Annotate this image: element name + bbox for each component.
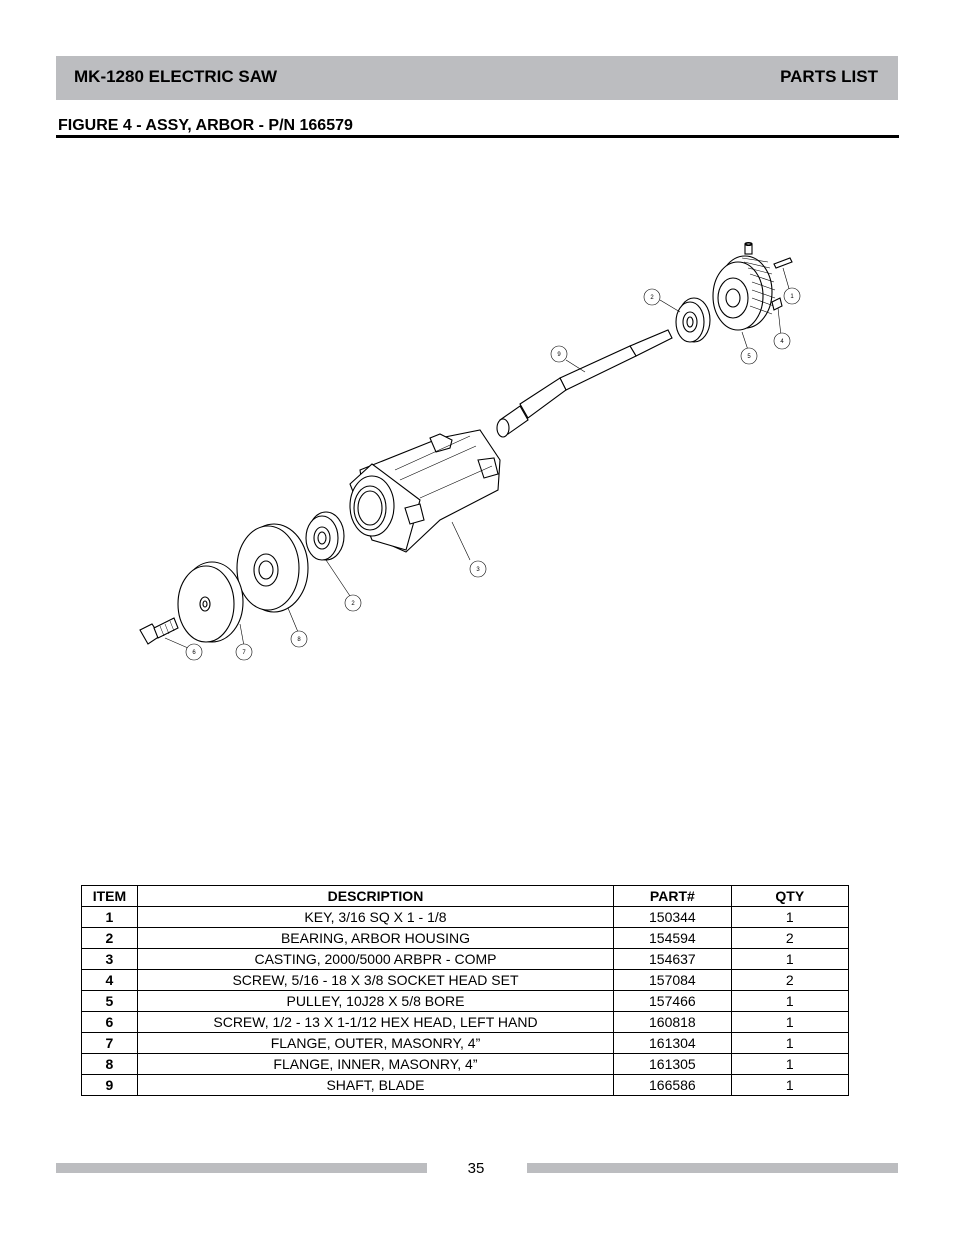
table-row [82, 1012, 849, 1033]
column-header-part: PART# [614, 886, 732, 907]
callout-label: 9 [557, 352, 561, 358]
pulley-part [713, 256, 775, 330]
table-row [82, 907, 849, 928]
key-part [774, 258, 792, 292]
table-row [82, 1033, 849, 1054]
qty-cell: 1 [731, 907, 848, 928]
figure-title: FIGURE 4 - ASSY, ARBOR - P/N 166579 [58, 117, 353, 134]
table-row [82, 1054, 849, 1075]
description-cell: FLANGE, INNER, MASONRY, 4” [137, 1054, 613, 1075]
qty-cell: 1 [731, 1033, 848, 1054]
item-cell: 5 [82, 991, 138, 1012]
callout-label: 2 [650, 295, 654, 301]
table-header-row [82, 886, 849, 907]
table-row [82, 1075, 849, 1096]
part-cell: 157084 [614, 970, 732, 991]
item-cell: 7 [82, 1033, 138, 1054]
table-row [82, 970, 849, 991]
description-cell: BEARING, ARBOR HOUSING [137, 928, 613, 949]
qty-cell: 1 [731, 1012, 848, 1033]
bottom-bearing-part [306, 512, 350, 596]
description-cell: CASTING, 2000/5000 ARBPR - COMP [137, 949, 613, 970]
shaft-part [497, 330, 672, 437]
qty-cell: 1 [731, 991, 848, 1012]
qty-cell: 2 [731, 928, 848, 949]
part-cell: 166586 [614, 1075, 732, 1096]
item-cell: 2 [82, 928, 138, 949]
callout-label: 1 [790, 294, 794, 300]
description-cell: SCREW, 1/2 - 13 X 1-1/12 HEX HEAD, LEFT HAND [137, 1012, 613, 1033]
hex-screw-part [140, 618, 188, 648]
arbor-housing-part [350, 430, 500, 560]
callout-label: 6 [192, 650, 196, 656]
description-cell: FLANGE, OUTER, MASONRY, 4” [137, 1033, 613, 1054]
part-cell: 154594 [614, 928, 732, 949]
item-cell: 3 [82, 949, 138, 970]
part-cell: 157466 [614, 991, 732, 1012]
description-cell: SCREW, 5/16 - 18 X 3/8 SOCKET HEAD SET [137, 970, 613, 991]
part-cell: 160818 [614, 1012, 732, 1033]
callout-label: 3 [476, 567, 480, 573]
callout-label: 5 [747, 354, 751, 360]
item-cell: 1 [82, 907, 138, 928]
item-cell: 6 [82, 1012, 138, 1033]
footer-bar-right [527, 1163, 898, 1173]
table-row [82, 949, 849, 970]
outer-flange-part [178, 562, 244, 646]
part-cell: 150344 [614, 907, 732, 928]
description-cell: PULLEY, 10J28 X 5/8 BORE [137, 991, 613, 1012]
callout-label: 7 [242, 650, 246, 656]
callout-label: 4 [780, 339, 784, 345]
description-cell: SHAFT, BLADE [137, 1075, 613, 1096]
qty-cell: 1 [731, 949, 848, 970]
footer-bar-left [56, 1163, 427, 1173]
page-number: 35 [467, 1160, 485, 1177]
column-header-description: DESCRIPTION [137, 886, 613, 907]
table-row [82, 928, 849, 949]
part-cell: 161304 [614, 1033, 732, 1054]
description-cell: KEY, 3/16 SQ X 1 - 1/8 [137, 907, 613, 928]
column-header-qty: QTY [731, 886, 848, 907]
qty-cell: 2 [731, 970, 848, 991]
table-row [82, 991, 849, 1012]
document-title: MK-1280 ELECTRIC SAW [74, 67, 278, 86]
item-cell: 8 [82, 1054, 138, 1075]
section-title: PARTS LIST [780, 67, 878, 86]
part-cell: 154637 [614, 949, 732, 970]
parts-table [81, 885, 849, 1096]
callout-label: 8 [297, 637, 301, 643]
inner-flange-part [237, 524, 308, 632]
part-cell: 161305 [614, 1054, 732, 1075]
callout-label: 2 [351, 601, 355, 607]
qty-cell: 1 [731, 1054, 848, 1075]
column-header-item: ITEM [82, 886, 138, 907]
qty-cell: 1 [731, 1075, 848, 1096]
item-cell: 4 [82, 970, 138, 991]
item-cell: 9 [82, 1075, 138, 1096]
